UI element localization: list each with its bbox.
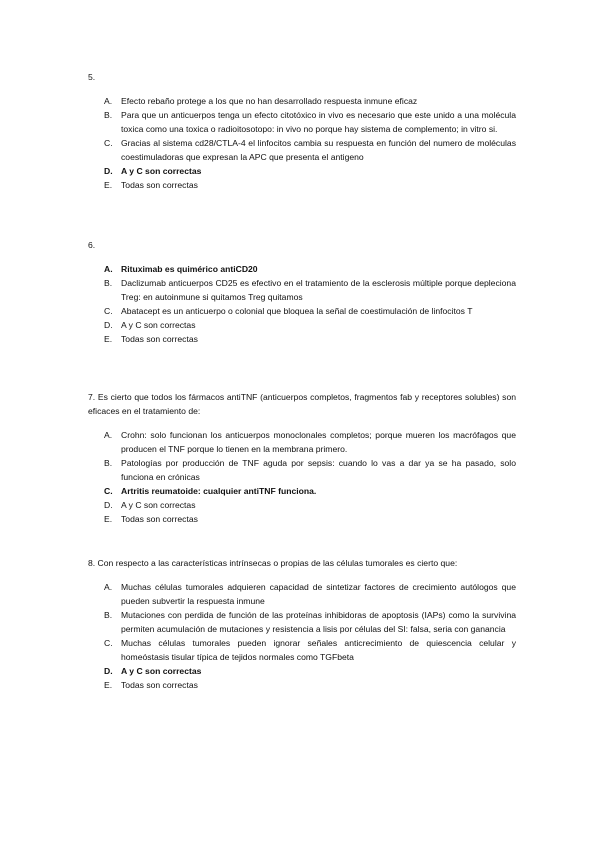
question-6 [88, 238, 516, 346]
option-text: Mutaciones con perdida de función de las proteínas inhibidoras de apoptosis (IAPs) como la survivina permiten acumulación de mutaciones y resistencia a lisis por células del SI: falsa, seria con ganancia [121, 610, 516, 634]
option-d-correct [88, 164, 516, 178]
option-letter: C. [104, 638, 113, 648]
option-list [88, 94, 516, 192]
option-text: Todas son correctas [121, 334, 198, 344]
option-b [88, 276, 516, 304]
question-8 [88, 556, 516, 692]
question-stem: 7. Es cierto que todos los fármacos antiTNF (anticuerpos completos, fragmentos fab y receptores solubles) son eficaces en el tratamiento de: [88, 392, 516, 416]
option-text: Artritis reumatoide: cualquier antiTNF funciona. [121, 486, 317, 496]
option-text: A y C son correctas [121, 166, 202, 176]
option-c [88, 136, 516, 164]
option-c-correct [88, 484, 516, 498]
option-text: Efecto rebaño protege a los que no han desarrollado respuesta inmune eficaz [121, 96, 418, 106]
option-e [88, 332, 516, 346]
option-b [88, 108, 516, 136]
option-letter: A. [104, 264, 113, 274]
option-letter: E. [104, 514, 113, 524]
option-letter: C. [104, 306, 113, 316]
option-letter: B. [104, 110, 113, 120]
option-text: Todas son correctas [121, 180, 198, 190]
option-d [88, 498, 516, 512]
option-c [88, 304, 516, 318]
option-text: Para que un anticuerpos tenga un efecto citotóxico in vivo es necesario que este unido a una molécula toxica como una toxica o radioitosotopo: in vivo no porque hay sistema de complemento; in vitro si. [121, 110, 516, 134]
option-letter: B. [104, 278, 113, 288]
option-text: Gracias al sistema cd28/CTLA-4 el linfocitos cambia su respuesta en función del numero de moléculas coestimuladoras que expresan la APC que presenta el antigeno [121, 138, 516, 162]
option-letter: E. [104, 334, 113, 344]
option-d-correct [88, 664, 516, 678]
option-e [88, 512, 516, 526]
option-b [88, 456, 516, 484]
option-a [88, 580, 516, 608]
option-text: Todas son correctas [121, 680, 198, 690]
option-text: A y C son correctas [121, 666, 202, 676]
option-letter: D. [104, 500, 113, 510]
option-e [88, 178, 516, 192]
question-number: 5. [88, 72, 96, 82]
option-b [88, 608, 516, 636]
option-e [88, 678, 516, 692]
question-5 [88, 70, 516, 192]
option-letter: B. [104, 458, 113, 468]
option-d [88, 318, 516, 332]
option-list [88, 262, 516, 346]
question-number: 6. [88, 240, 96, 250]
option-text: Patologías por producción de TNF aguda por sepsis: cuando lo vas a dar ya se ha pasado, solo funciona en crónicas [121, 458, 516, 482]
option-text: Rituximab es quimérico antiCD20 [121, 264, 258, 274]
option-text: Todas son correctas [121, 514, 198, 524]
option-a-correct [88, 262, 516, 276]
option-letter: D. [104, 666, 113, 676]
option-letter: E. [104, 680, 113, 690]
option-list [88, 428, 516, 526]
option-letter: B. [104, 610, 113, 620]
option-a [88, 428, 516, 456]
question-7 [88, 390, 516, 526]
option-list [88, 580, 516, 692]
option-c [88, 636, 516, 664]
option-letter: C. [104, 486, 113, 496]
option-a [88, 94, 516, 108]
option-text: Daclizumab anticuerpos CD25 es efectivo en el tratamiento de la esclerosis múltiple porque depleciona Treg: en autoinmune si quitamos Treg quitamos [121, 278, 516, 302]
option-letter: D. [104, 166, 113, 176]
option-text: Abatacept es un anticuerpo o colonial que bloquea la señal de coestimulación de linfocitos T [121, 306, 473, 316]
option-text: A y C son correctas [121, 320, 196, 330]
option-letter: A. [104, 582, 113, 592]
option-letter: C. [104, 138, 113, 148]
option-letter: D. [104, 320, 113, 330]
option-text: Muchas células tumorales adquieren capacidad de sintetizar factores de crecimiento autólogos que pueden subvertir la respuesta inmune [121, 582, 516, 606]
option-text: Muchas células tumorales pueden ignorar señales anticrecimiento de quiescencia celular y homeóstasis tisular típica de tejidos normales como TGFbeta [121, 638, 516, 662]
option-text: A y C son correctas [121, 500, 196, 510]
option-letter: A. [104, 430, 113, 440]
option-letter: E. [104, 180, 113, 190]
question-stem: 8. Con respecto a las características intrínsecas o propias de las células tumorales es cierto que: [88, 558, 458, 568]
option-letter: A. [104, 96, 113, 106]
option-text: Crohn: solo funcionan los anticuerpos monoclonales completos; porque mueren los macrófagos que producen el TNF porque lo tienen en la membrana primero. [121, 430, 516, 454]
